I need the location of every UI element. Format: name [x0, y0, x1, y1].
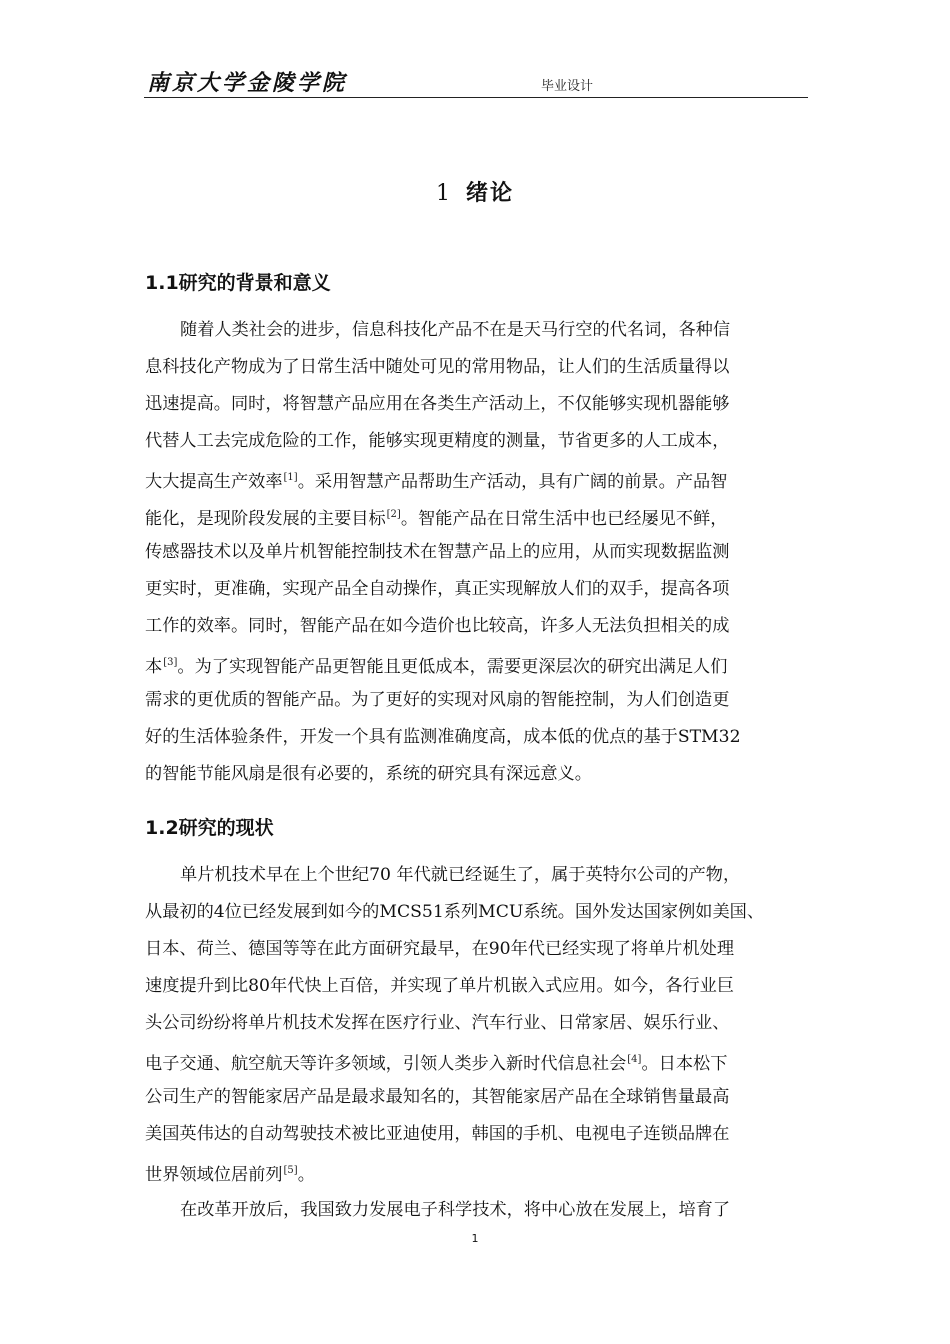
document-type: 毕业设计 — [541, 79, 594, 94]
text-run: 。日本松下 — [641, 1054, 728, 1074]
citation-ref: [2] — [386, 509, 401, 520]
section-heading-1-1: 1.1研究的背景和意义 — [145, 272, 331, 294]
citation-ref: [4] — [627, 1054, 642, 1065]
paragraph-line: 单片机技术早在上个世纪70 年代就已经诞生了，属于英特尔公司的产物， — [180, 865, 741, 885]
header-rule — [144, 97, 808, 98]
paragraph-line: 公司生产的智能家居产品是最求最知名的，其智能家居产品在全球销售量最高 — [145, 1087, 730, 1107]
paragraph-line: 日本、荷兰、德国等等在此方面研究最早，在90年代已经实现了将单片机处理 — [145, 939, 735, 959]
paragraph-line: 传感器技术以及单片机智能控制技术在智慧产品上的应用，从而实现数据监测 — [145, 542, 730, 562]
paragraph-line: 工作的效率。同时，智能产品在如今造价也比较高，许多人无法负担相关的成 — [145, 616, 730, 636]
paragraph-line: 从最初的4位已经发展到如今的MCS51系列MCU系统。国外发达国家例如美国、 — [145, 902, 765, 922]
citation-ref: [5] — [283, 1165, 298, 1176]
text-run: 。为了实现智能产品更智能且更低成本，需要更深层次的研究出满足人们 — [177, 657, 728, 677]
paragraph-line: 在改革开放后，我国致力发展电子科学技术，将中心放在发展上，培育了 — [180, 1200, 731, 1220]
text-run: 电子交通、航空航天等许多领域，引领人类步入新时代信息社会 — [145, 1054, 627, 1074]
citation-ref: [1] — [283, 472, 298, 483]
chapter-name: 绪论 — [465, 181, 514, 206]
paragraph-line — [145, 466, 727, 494]
page-number: 1 — [471, 1232, 479, 1245]
chapter-title — [0, 176, 950, 207]
paragraph-line: 头公司纷纷将单片机技术发挥在医疗行业、汽车行业、日常家居、娱乐行业、 — [145, 1013, 730, 1033]
page-header — [144, 62, 808, 98]
paragraph-line: 迅速提高。同时，将智慧产品应用在各类生产活动上，不仅能够实现机器能够 — [145, 394, 730, 414]
paragraph-line: 速度提升到比80年代快上百倍，并实现了单片机嵌入式应用。如今，各行业巨 — [145, 976, 735, 996]
paragraph-line: 的智能节能风扇是很有必要的，系统的研究具有深远意义。 — [145, 764, 592, 784]
text-run: 。 — [297, 1165, 315, 1185]
paragraph-line: 息科技化产物成为了日常生活中随处可见的常用物品，让人们的生活质量得以 — [145, 357, 730, 377]
chapter-number: 1 — [435, 181, 452, 206]
paragraph-line — [145, 651, 727, 679]
text-run: 世界领域位居前列 — [145, 1165, 283, 1185]
citation-ref: [3] — [163, 657, 178, 668]
text-run: 大大提高生产效率 — [145, 472, 283, 492]
paragraph-line: 需求的更优质的智能产品。为了更好的实现对风扇的智能控制，为人们创造更 — [145, 690, 730, 710]
paragraph-line: 代替人工去完成危险的工作，能够实现更精度的测量，节省更多的人工成本， — [145, 431, 730, 451]
paragraph-line — [145, 1048, 727, 1076]
paragraph-line: 随着人类社会的进步，信息科技化产品不在是天马行空的代名词，各种信 — [180, 320, 731, 340]
paragraph-line — [145, 503, 727, 531]
school-name: 南京大学金陵学院 — [147, 70, 348, 96]
paragraph-line: 好的生活体验条件，开发一个具有监测准确度高，成本低的优点的基于STM32 — [145, 727, 741, 747]
text-run: 。采用智慧产品帮助生产活动，具有广阔的前景。产品智 — [297, 472, 728, 492]
text-run: 。智能产品在日常生活中也已经屡见不鲜， — [400, 509, 728, 529]
section-heading-1-2: 1.2研究的现状 — [145, 817, 274, 839]
text-run: 本 — [145, 657, 163, 677]
paragraph-line — [145, 1159, 315, 1187]
paragraph-line: 美国英伟达的自动驾驶技术被比亚迪使用，韩国的手机、电视电子连锁品牌在 — [145, 1124, 730, 1144]
paragraph-line: 更实时，更准确，实现产品全自动操作，真正实现解放人们的双手，提高各项 — [145, 579, 730, 599]
text-run: 能化，是现阶段发展的主要目标 — [145, 509, 386, 529]
